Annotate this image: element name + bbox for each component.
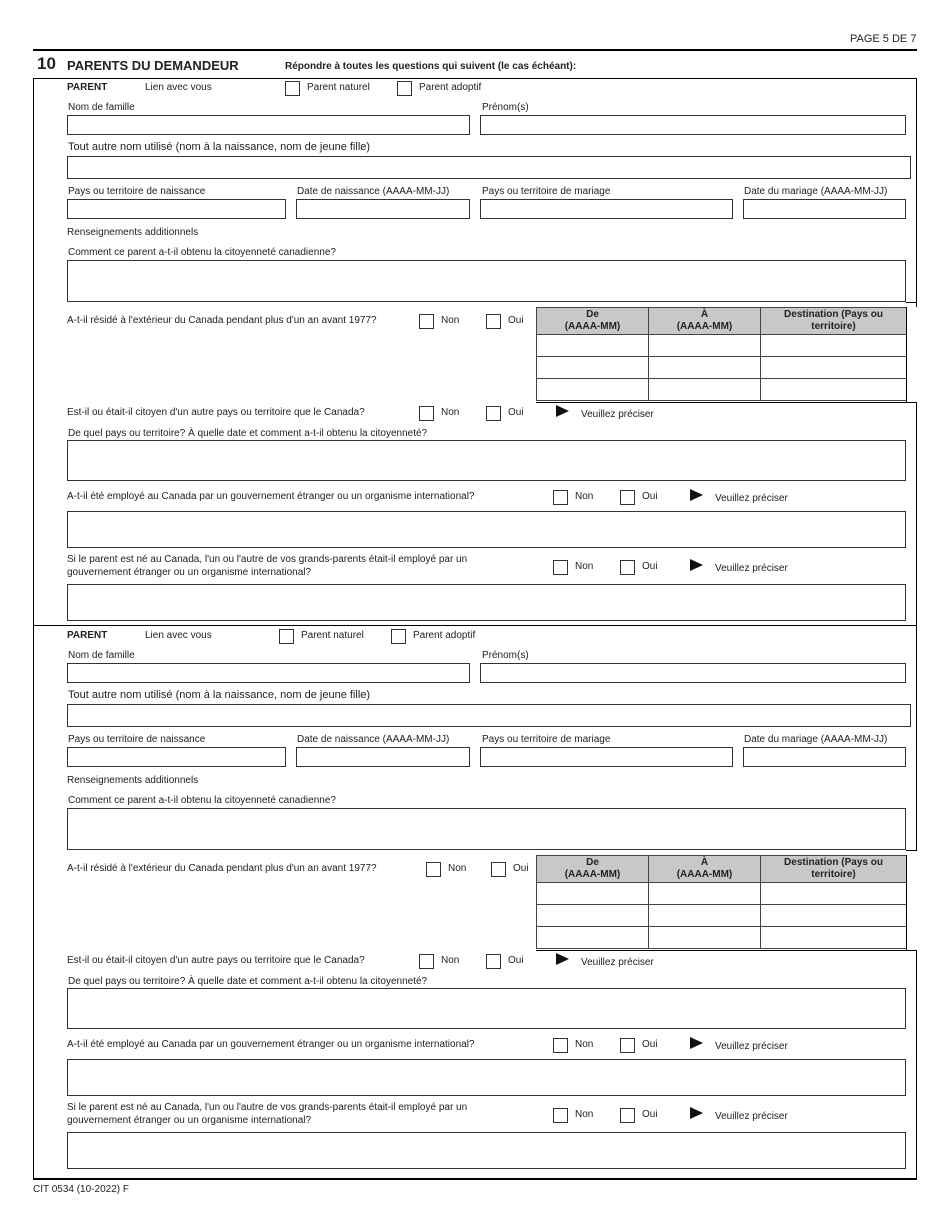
employed-input[interactable] — [67, 511, 906, 548]
employed-no-label: Non — [575, 491, 594, 502]
resided-yes-checkbox[interactable] — [491, 862, 506, 877]
given-names-label: Prénom(s) — [482, 102, 529, 113]
employed-no-checkbox[interactable] — [553, 490, 568, 505]
employed-yes-checkbox[interactable] — [620, 490, 635, 505]
other-citizen-yes-label: Oui — [508, 955, 524, 966]
marriage-country-label: Pays ou territoire de mariage — [482, 734, 611, 745]
marriage-date-input[interactable] — [743, 747, 906, 767]
employed-question: A-t-il été employé au Canada par un gouvernement étranger ou un organisme international? — [67, 491, 475, 502]
employed-input[interactable] — [67, 1059, 906, 1096]
from-cell[interactable] — [537, 883, 649, 905]
to-cell[interactable] — [649, 927, 761, 949]
header-rule — [33, 49, 917, 51]
rule — [906, 855, 907, 950]
birth-country-input[interactable] — [67, 747, 286, 767]
relationship-label: Lien avec vous — [145, 630, 212, 641]
grandparents-question-line1: Si le parent est né au Canada, l'un ou l'autre de vos grands-parents était-il employé par un — [67, 1102, 468, 1113]
adoptive-parent-label: Parent adoptif — [413, 630, 476, 641]
resided-question: A-t-il résidé à l'extérieur du Canada pendant plus d'un an avant 1977? — [67, 315, 377, 326]
parent-divider — [33, 625, 917, 626]
citizenship-input[interactable] — [67, 808, 906, 850]
other-names-label: Tout autre nom utilisé (nom à la naissance, nom de jeune fille) — [68, 689, 371, 701]
from-header: De (AAAA-MM) — [537, 856, 649, 883]
marriage-date-input[interactable] — [743, 199, 906, 219]
which-country-input[interactable] — [67, 988, 906, 1029]
grandparents-input[interactable] — [67, 584, 906, 621]
adoptive-parent-label: Parent adoptif — [419, 82, 482, 93]
from-cell[interactable] — [537, 335, 649, 357]
section-instruction: Répondre à toutes les questions qui suivent (le cas échéant): — [285, 61, 577, 72]
from-cell[interactable] — [537, 905, 649, 927]
other-citizen-no-label: Non — [441, 407, 460, 418]
table-row — [537, 927, 907, 949]
grandparents-yes-checkbox[interactable] — [620, 560, 635, 575]
other-citizen-no-label: Non — [441, 955, 460, 966]
birth-country-label: Pays ou territoire de naissance — [68, 734, 206, 745]
resided-no-label: Non — [448, 863, 467, 874]
birth-date-input[interactable] — [296, 199, 470, 219]
destination-cell[interactable] — [761, 883, 907, 905]
family-name-input[interactable] — [67, 115, 470, 135]
other-citizen-yes-checkbox[interactable] — [486, 406, 501, 421]
grandparents-yes-checkbox[interactable] — [620, 1108, 635, 1123]
grandparents-input[interactable] — [67, 1132, 906, 1169]
rule — [536, 950, 917, 951]
frame-right — [916, 402, 917, 625]
rule — [536, 402, 917, 403]
residence-table — [536, 307, 907, 401]
destination-cell[interactable] — [761, 335, 907, 357]
frame-left — [33, 78, 34, 1180]
specify-label: Veuillez préciser — [581, 957, 654, 968]
citizenship-input[interactable] — [67, 260, 906, 302]
other-citizen-yes-checkbox[interactable] — [486, 954, 501, 969]
resided-yes-checkbox[interactable] — [486, 314, 501, 329]
destination-header: Destination (Pays ou territoire) — [761, 856, 907, 883]
rule — [906, 307, 907, 402]
employed-yes-label: Oui — [642, 491, 658, 502]
destination-cell[interactable] — [761, 927, 907, 949]
other-names-label: Tout autre nom utilisé (nom à la naissance, nom de jeune fille) — [68, 141, 371, 153]
from-header: De (AAAA-MM) — [537, 308, 649, 335]
marriage-date-label: Date du mariage (AAAA-MM-JJ) — [744, 186, 888, 197]
specify-label: Veuillez préciser — [715, 563, 788, 574]
natural-parent-checkbox[interactable] — [279, 629, 294, 644]
form-code: CIT 0534 (10-2022) F — [33, 1184, 129, 1195]
additional-info-label: Renseignements additionnels — [67, 775, 199, 786]
table-row — [537, 379, 907, 401]
employed-yes-checkbox[interactable] — [620, 1038, 635, 1053]
arrow-icon — [556, 953, 569, 965]
natural-parent-label: Parent naturel — [307, 82, 370, 93]
resided-yes-label: Oui — [513, 863, 529, 874]
to-header: À (AAAA-MM) — [649, 856, 761, 883]
resided-no-label: Non — [441, 315, 460, 326]
table-row — [537, 883, 907, 905]
birth-date-input[interactable] — [296, 747, 470, 767]
employed-yes-label: Oui — [642, 1039, 658, 1050]
frame-right — [916, 950, 917, 1178]
citizenship-question: Comment ce parent a-t-il obtenu la citoyenneté canadienne? — [68, 795, 336, 806]
residence-table — [536, 855, 907, 949]
grandparents-question-line2: gouvernement étranger ou un organisme international? — [67, 567, 312, 578]
parent-label: PARENT — [67, 82, 108, 93]
given-names-input[interactable] — [480, 663, 906, 683]
arrow-icon — [690, 1037, 703, 1049]
grandparents-yes-label: Oui — [642, 561, 658, 572]
grandparents-question-line2: gouvernement étranger ou un organisme international? — [67, 1115, 312, 1126]
section-number: 10 — [37, 54, 56, 73]
parent-label: PARENT — [67, 630, 108, 641]
to-cell[interactable] — [649, 883, 761, 905]
arrow-icon — [690, 559, 703, 571]
adoptive-parent-checkbox[interactable] — [397, 81, 412, 96]
employed-no-label: Non — [575, 1039, 594, 1050]
family-name-label: Nom de famille — [68, 102, 135, 113]
grandparents-no-label: Non — [575, 1109, 594, 1120]
grandparents-yes-label: Oui — [642, 1109, 658, 1120]
grandparents-no-checkbox[interactable] — [553, 1108, 568, 1123]
specify-label: Veuillez préciser — [715, 1111, 788, 1122]
to-header: À (AAAA-MM) — [649, 308, 761, 335]
to-cell[interactable] — [649, 379, 761, 401]
section-title: PARENTS DU DEMANDEUR — [67, 58, 239, 73]
employed-no-checkbox[interactable] — [553, 1038, 568, 1053]
destination-cell[interactable] — [761, 357, 907, 379]
grandparents-no-label: Non — [575, 561, 594, 572]
other-citizen-question: Est-il ou était-il citoyen d'un autre pays ou territoire que le Canada? — [67, 955, 365, 966]
grandparents-question-line1: Si le parent est né au Canada, l'un ou l'autre de vos grands-parents était-il employé par un — [67, 554, 468, 565]
other-citizen-no-checkbox[interactable] — [419, 406, 434, 421]
which-country-question: De quel pays ou territoire? À quelle date et comment a-t-il obtenu la citoyenneté? — [68, 428, 428, 439]
birth-date-label: Date de naissance (AAAA-MM-JJ) — [297, 734, 450, 745]
marriage-date-label: Date du mariage (AAAA-MM-JJ) — [744, 734, 888, 745]
natural-parent-checkbox[interactable] — [285, 81, 300, 96]
marriage-country-label: Pays ou territoire de mariage — [482, 186, 611, 197]
frame-bottom — [33, 1178, 917, 1180]
destination-header: Destination (Pays ou territoire) — [761, 308, 907, 335]
given-names-input[interactable] — [480, 115, 906, 135]
other-citizen-no-checkbox[interactable] — [419, 954, 434, 969]
marriage-country-input[interactable] — [480, 199, 733, 219]
which-country-input[interactable] — [67, 440, 906, 481]
employed-question: A-t-il été employé au Canada par un gouvernement étranger ou un organisme international? — [67, 1039, 475, 1050]
from-cell[interactable] — [537, 357, 649, 379]
to-cell[interactable] — [649, 357, 761, 379]
from-cell[interactable] — [537, 379, 649, 401]
which-country-question: De quel pays ou territoire? À quelle date et comment a-t-il obtenu la citoyenneté? — [68, 976, 428, 987]
grandparents-no-checkbox[interactable] — [553, 560, 568, 575]
from-cell[interactable] — [537, 927, 649, 949]
citizenship-question: Comment ce parent a-t-il obtenu la citoyenneté canadienne? — [68, 247, 336, 258]
destination-cell[interactable] — [761, 905, 907, 927]
marriage-country-input[interactable] — [480, 747, 733, 767]
family-name-input[interactable] — [67, 663, 470, 683]
relationship-label: Lien avec vous — [145, 82, 212, 93]
birth-country-label: Pays ou territoire de naissance — [68, 186, 206, 197]
birth-country-input[interactable] — [67, 199, 286, 219]
to-cell[interactable] — [649, 335, 761, 357]
natural-parent-label: Parent naturel — [301, 630, 364, 641]
other-names-input[interactable] — [67, 704, 911, 727]
specify-label: Veuillez préciser — [715, 1041, 788, 1052]
resided-question: A-t-il résidé à l'extérieur du Canada pendant plus d'un an avant 1977? — [67, 863, 377, 874]
birth-date-label: Date de naissance (AAAA-MM-JJ) — [297, 186, 450, 197]
frame-right — [916, 625, 917, 851]
destination-cell[interactable] — [761, 379, 907, 401]
additional-info-label: Renseignements additionnels — [67, 227, 199, 238]
specify-label: Veuillez préciser — [715, 493, 788, 504]
arrow-icon — [690, 1107, 703, 1119]
specify-label: Veuillez préciser — [581, 409, 654, 420]
family-name-label: Nom de famille — [68, 650, 135, 661]
resided-no-checkbox[interactable] — [426, 862, 441, 877]
frame-top — [33, 78, 917, 79]
table-row — [537, 357, 907, 379]
frame-right — [916, 78, 917, 307]
table-row — [537, 335, 907, 357]
page-number: PAGE 5 DE 7 — [850, 33, 917, 45]
arrow-icon — [690, 489, 703, 501]
to-cell[interactable] — [649, 905, 761, 927]
adoptive-parent-checkbox[interactable] — [391, 629, 406, 644]
other-citizen-yes-label: Oui — [508, 407, 524, 418]
other-citizen-question: Est-il ou était-il citoyen d'un autre pays ou territoire que le Canada? — [67, 407, 365, 418]
given-names-label: Prénom(s) — [482, 650, 529, 661]
resided-no-checkbox[interactable] — [419, 314, 434, 329]
resided-yes-label: Oui — [508, 315, 524, 326]
other-names-input[interactable] — [67, 156, 911, 179]
table-row — [537, 905, 907, 927]
arrow-icon — [556, 405, 569, 417]
